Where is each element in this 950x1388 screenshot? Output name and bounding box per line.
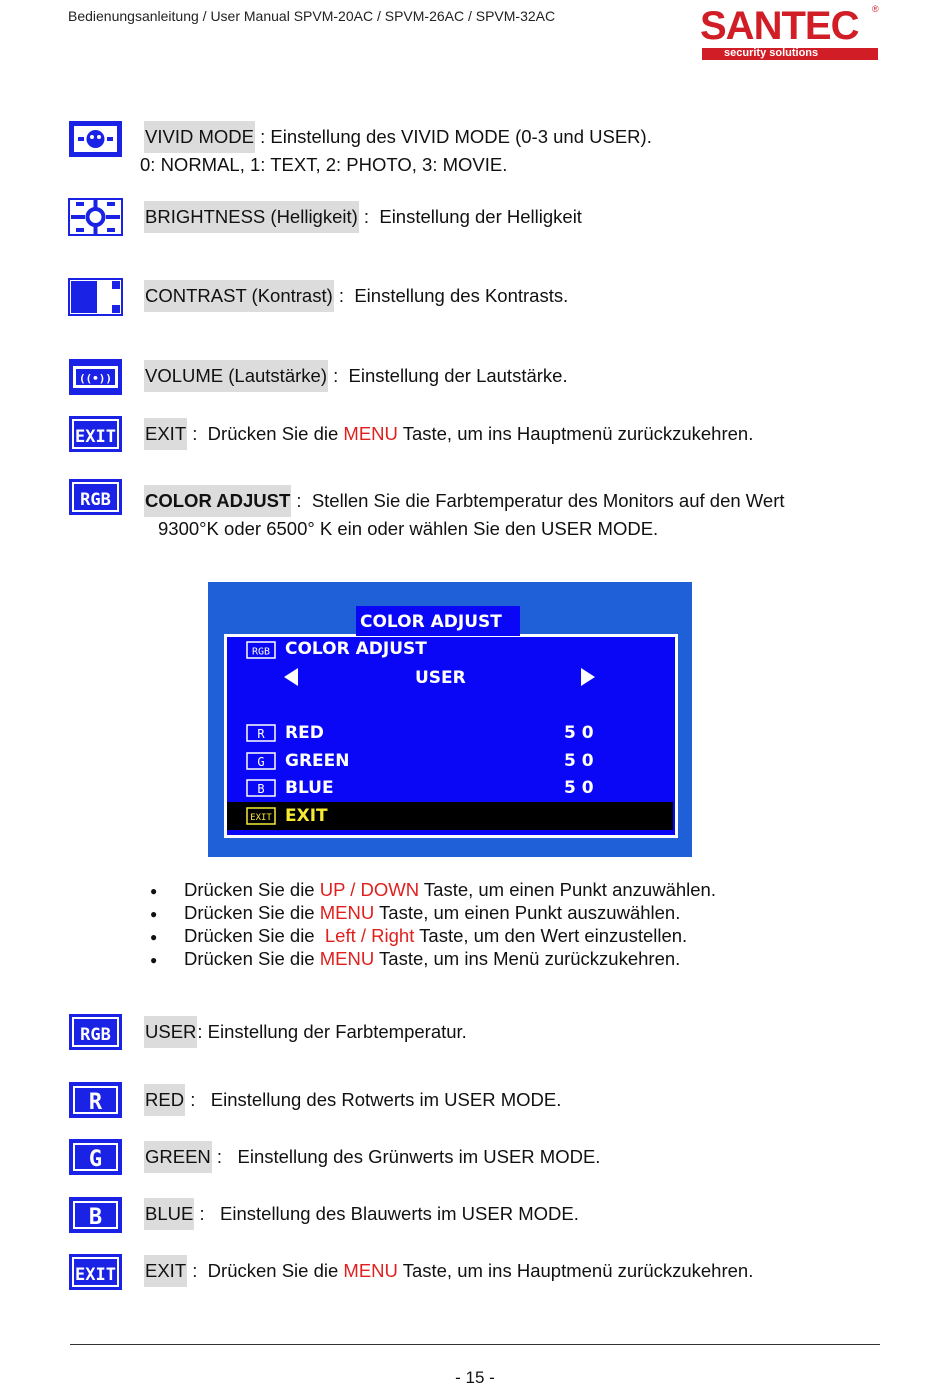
bullet-2-key: MENU (319, 902, 375, 923)
svg-text:B: B (88, 1205, 103, 1230)
bullet-dot: ● (150, 907, 158, 921)
contrast-sep: : (333, 285, 355, 306)
red-line (144, 1089, 561, 1111)
exit-menu-key-2: MENU (343, 1260, 398, 1281)
exit-sep-2: : Drücken Sie die (187, 1260, 344, 1281)
osd-red-icon (246, 724, 276, 742)
bullet-dot: ● (150, 953, 158, 967)
bullet-1-post: Taste, um einen Punkt anzuwählen. (419, 879, 716, 900)
contrast-term: CONTRAST (Kontrast) (144, 280, 334, 312)
footer-divider (70, 1344, 880, 1345)
bullet-item-3 (184, 925, 687, 947)
exit-line-1 (144, 423, 753, 445)
vivid-mode-icon (68, 120, 123, 158)
svg-text:RGB: RGB (80, 1025, 111, 1045)
bullet-dot: ● (150, 884, 158, 898)
brightness-sep: : (358, 206, 380, 227)
santec-logo (700, 4, 882, 60)
rgb-icon (68, 478, 123, 516)
brightness-icon (68, 198, 123, 236)
color-adjust-term: COLOR ADJUST (144, 485, 291, 517)
bullet-4-pre: Drücken Sie die (184, 948, 320, 969)
user-desc: : Einstellung der Farbtemperatur. (197, 1021, 467, 1042)
bullet-3-key: Left / Right (324, 925, 415, 946)
brightness-desc: Einstellung der Helligkeit (379, 206, 582, 227)
vivid-mode-values: 0: NORMAL, 1: TEXT, 2: PHOTO, 3: MOVIE. (140, 154, 508, 175)
user-term: USER (144, 1016, 197, 1048)
volume-sep: : (327, 365, 349, 386)
exit-icon (68, 415, 123, 453)
svg-text:EXIT: EXIT (75, 1265, 116, 1285)
blue-sep: : (194, 1203, 221, 1224)
osd-red-label[interactable]: RED (285, 723, 324, 743)
rgb-icon (68, 1013, 123, 1051)
bullet-1-pre: Drücken Sie die (184, 879, 320, 900)
color-adjust-line (144, 490, 785, 512)
logo-tagline: security solutions (724, 47, 819, 59)
osd-tab-title: COLOR ADJUST (360, 612, 502, 632)
document-header: Bedienungsanleitung / User Manual SPVM-20AC / SPVM-26AC / SPVM-32AC (68, 8, 556, 24)
brightness-line (144, 206, 582, 228)
vivid-mode-line (144, 126, 652, 148)
osd-left-arrow-icon[interactable] (284, 668, 298, 686)
brightness-term: BRIGHTNESS (Helligkeit) (144, 201, 359, 233)
osd-exit-icon (246, 807, 276, 825)
green-line (144, 1146, 600, 1168)
bullet-item-4 (184, 948, 680, 970)
osd-mode-value: USER (415, 668, 466, 688)
svg-text:((•)): ((•)) (78, 372, 113, 385)
volume-term: VOLUME (Lautstärke) (144, 360, 328, 392)
svg-text:R: R (88, 1090, 103, 1115)
svg-text:G: G (257, 755, 265, 769)
osd-color-adjust-panel (208, 582, 692, 857)
green-desc: Einstellung des Grünwerts im USER MODE. (237, 1146, 601, 1167)
exit-icon (68, 1253, 123, 1291)
svg-text:EXIT: EXIT (75, 427, 116, 447)
bullet-2-post: Taste, um einen Punkt auszuwählen. (374, 902, 681, 923)
exit-sep-1: : Drücken Sie die (187, 423, 344, 444)
bullet-item-2 (184, 902, 680, 924)
bullet-3-post: Taste, um den Wert einzustellen. (414, 925, 688, 946)
volume-line (144, 365, 568, 387)
contrast-line (144, 285, 568, 307)
green-sep: : (211, 1146, 238, 1167)
blue-line (144, 1203, 579, 1225)
osd-green-icon (246, 752, 276, 770)
exit-menu-key-1: MENU (343, 423, 398, 444)
red-desc: Einstellung des Rotwerts im USER MODE. (210, 1089, 562, 1110)
contrast-desc: Einstellung des Kontrasts. (354, 285, 569, 306)
volume-icon (68, 358, 123, 396)
svg-text:B: B (257, 782, 265, 796)
bullet-item-1 (184, 879, 716, 901)
bullet-1-key: UP / DOWN (319, 879, 420, 900)
osd-exit-label[interactable]: EXIT (285, 806, 328, 826)
color-adjust-sep: : (291, 490, 312, 511)
bullet-4-post: Taste, um ins Menü zurückzukehren. (374, 948, 681, 969)
svg-text:R: R (257, 727, 265, 741)
exit-line-2 (144, 1260, 753, 1282)
vivid-mode-desc: Einstellung des VIVID MODE (0-3 und USER). (270, 126, 652, 147)
color-adjust-desc: Stellen Sie die Farbtemperatur des Monitors auf den Wert (311, 490, 785, 511)
vivid-mode-sep: : (254, 126, 271, 147)
color-adjust-desc-2: 9300°K oder 6500° K ein oder wählen Sie den USER MODE. (158, 518, 659, 539)
bullet-3-pre: Drücken Sie die (184, 925, 325, 946)
osd-blue-label[interactable]: BLUE (285, 778, 334, 798)
exit-rest-2: Taste, um ins Hauptmenü zurückzukehren. (397, 1260, 754, 1281)
volume-desc: Einstellung der Lautstärke. (348, 365, 568, 386)
osd-rgb-icon (246, 641, 276, 659)
osd-green-value: 5 0 (564, 751, 594, 771)
osd-row-title: COLOR ADJUST (285, 639, 427, 659)
blue-channel-icon (68, 1196, 123, 1234)
bullet-dot: ● (150, 930, 158, 944)
exit-term-1: EXIT (144, 418, 187, 450)
logo-registered-mark: ® (872, 4, 879, 14)
blue-term: BLUE (144, 1198, 194, 1230)
bullet-4-key: MENU (319, 948, 375, 969)
svg-text:EXIT: EXIT (250, 813, 272, 823)
osd-right-arrow-icon[interactable] (581, 668, 595, 686)
blue-desc: Einstellung des Blauwerts im USER MODE. (220, 1203, 579, 1224)
svg-text:RGB: RGB (251, 646, 271, 658)
red-channel-icon (68, 1081, 123, 1119)
green-channel-icon (68, 1138, 123, 1176)
user-line (144, 1021, 467, 1043)
contrast-icon (68, 278, 123, 316)
exit-rest-1: Taste, um ins Hauptmenü zurückzukehren. (397, 423, 754, 444)
page-number: - 15 - (455, 1368, 495, 1387)
osd-green-label[interactable]: GREEN (285, 751, 350, 771)
osd-blue-value: 5 0 (564, 778, 594, 798)
osd-red-value: 5 0 (564, 723, 594, 743)
logo-wordmark: SANTEC (700, 4, 859, 48)
svg-text:G: G (88, 1147, 103, 1172)
vivid-mode-term: VIVID MODE (144, 121, 255, 153)
red-term: RED (144, 1084, 185, 1116)
svg-text:RGB: RGB (80, 490, 111, 510)
green-term: GREEN (144, 1141, 212, 1173)
osd-blue-icon (246, 779, 276, 797)
bullet-2-pre: Drücken Sie die (184, 902, 320, 923)
red-sep: : (185, 1089, 211, 1110)
exit-term-2: EXIT (144, 1255, 187, 1287)
